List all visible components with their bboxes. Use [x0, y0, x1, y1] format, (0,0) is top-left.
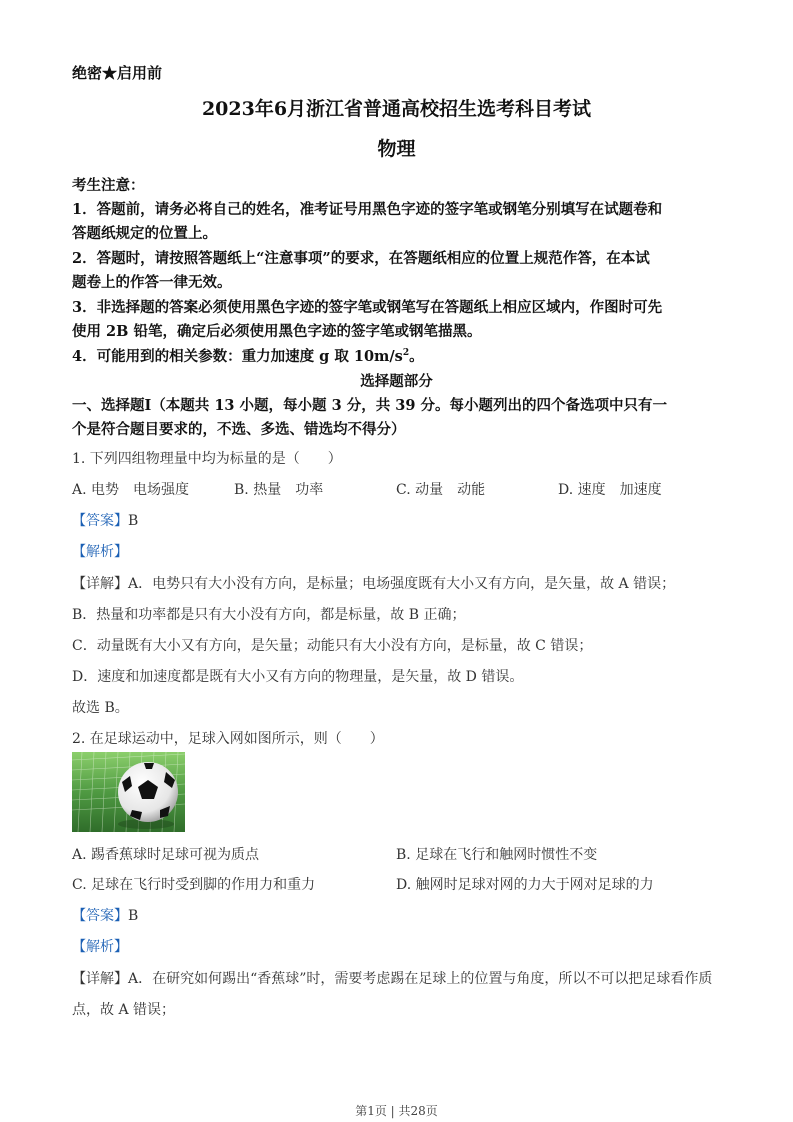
q1-option-a: A. 电势 电场强度: [72, 482, 190, 498]
q1-detail: [72, 573, 675, 593]
answer-value: B: [128, 908, 139, 924]
notice-line4-sup: 2: [402, 348, 410, 359]
football-net-image: [72, 752, 185, 832]
exam-title: 2023年6月浙江省普通高校招生选考科目考试: [201, 98, 592, 120]
notice-line: 答题纸规定的位置上。: [72, 225, 217, 242]
q2-option-b: B. 足球在飞行和触网时惯性不变: [396, 847, 598, 863]
q2-detail: [72, 968, 712, 988]
notice-line: [72, 345, 424, 366]
detail-tag: 【详解】: [72, 971, 128, 987]
q2-answer: [72, 905, 138, 925]
q2-detail-line: 点，故 A 错误；: [72, 1002, 176, 1018]
answer-value: B: [128, 513, 139, 529]
answer-tag: 【答案】: [72, 908, 128, 924]
part1-instruction: 个是符合题目要求的，不选、多选、错选均不得分）: [72, 421, 406, 438]
q1-option-c: C. 动量 动能: [396, 482, 486, 498]
notice-line: 3．非选择题的答案必须使用黑色字迹的签字笔或钢笔写在答题纸上相应区域内，作图时可先: [72, 299, 663, 316]
q1-detail-line: B．热量和功率都是只有大小没有方向，都是标量，故 B 正确；: [72, 607, 466, 623]
notice-line: 使用 2B 铅笔，确定后必须使用黑色字迹的签字笔或钢笔描黑。: [72, 323, 482, 340]
notice-line4-text: 4．可能用到的相关参数：重力加速度 g 取 10m/s: [72, 348, 403, 365]
q2-stem: 2. 在足球运动中，足球入网如图所示，则（ ）: [72, 731, 384, 747]
detail-text: A．电势只有大小没有方向，是标量；电场强度既有大小又有方向，是矢量，故 A 错误；: [128, 576, 676, 592]
part1-instruction: 一、选择题Ⅰ（本题共 13 小题，每小题 3 分，共 39 分。每小题列出的四个备选项中只有一: [72, 397, 668, 414]
q1-analysis-tag: 【解析】: [72, 544, 128, 560]
secret-label: 绝密★启用前: [72, 64, 163, 82]
notice-line: 题卷上的作答一律无效。: [72, 274, 232, 291]
answer-tag: 【答案】: [72, 513, 128, 529]
q1-answer: [72, 510, 138, 530]
q1-detail-line: C．动量既有大小又有方向，是矢量；动能只有大小没有方向，是标量，故 C 错误；: [72, 638, 593, 654]
detail-text: A．在研究如何踢出“香蕉球”时，需要考虑踢在足球上的位置与角度，所以不可以把足球看作质: [128, 971, 713, 987]
q1-conclusion: 故选 B。: [72, 700, 129, 716]
q1-option-d: D. 速度 加速度: [558, 482, 662, 498]
notice-heading: 考生注意：: [72, 177, 145, 194]
q1-option-b: B. 热量 功率: [234, 482, 324, 498]
q1-detail-line: D．速度和加速度都是既有大小又有方向的物理量，是矢量，故 D 错误。: [72, 669, 524, 685]
notice-line4-end: 。: [409, 348, 424, 365]
section-heading: 选择题部分: [360, 373, 433, 390]
q1-stem: 1. 下列四组物理量中均为标量的是（ ）: [72, 451, 342, 467]
football-illustration: [72, 752, 185, 832]
page-footer: 第1页 | 共28页: [355, 1104, 438, 1118]
q2-option-a: A. 踢香蕉球时足球可视为质点: [72, 847, 260, 863]
detail-tag: 【详解】: [72, 576, 128, 592]
q2-analysis-tag: 【解析】: [72, 939, 128, 955]
notice-line: 1．答题前，请务必将自己的姓名，准考证号用黑色字迹的签字笔或钢笔分别填写在试题卷和: [72, 201, 663, 218]
notice-line: 2．答题时，请按照答题纸上“注意事项”的要求，在答题纸相应的位置上规范作答，在本试: [72, 250, 650, 267]
q2-option-c: C. 足球在飞行时受到脚的作用力和重力: [72, 877, 316, 893]
q2-option-d: D. 触网时足球对网的力大于网对足球的力: [396, 877, 654, 893]
subject-title: 物理: [377, 138, 416, 160]
